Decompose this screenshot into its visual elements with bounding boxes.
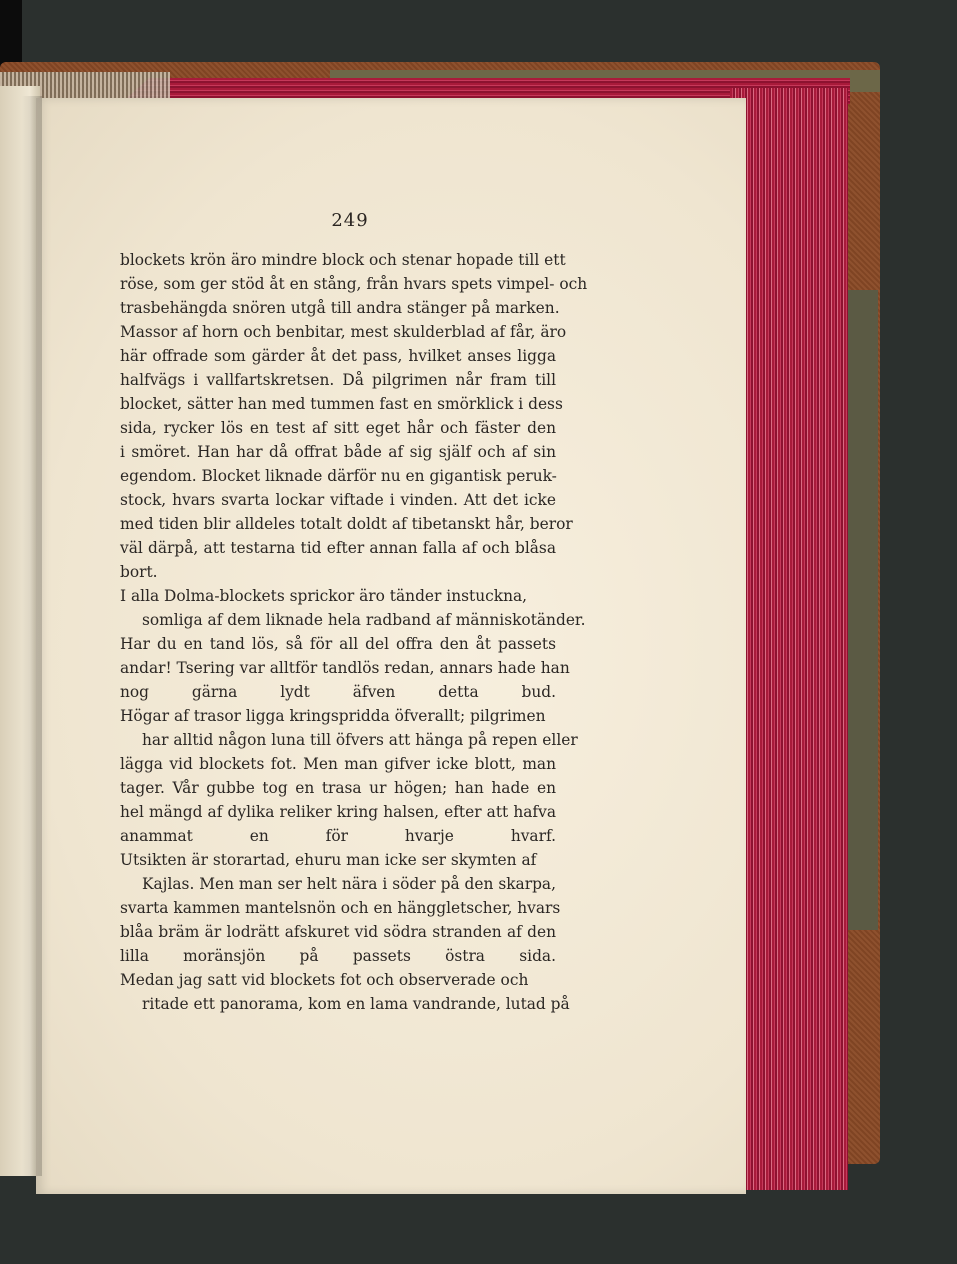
text-line: ritade ett panorama, kom en lama vandrande, lutad på	[142, 995, 570, 1013]
text-line: med tiden blir alldeles totalt doldt af tibetanskt hår, beror	[120, 515, 573, 533]
text-line: hel mängd af dylika reliker kring halsen, efter att hafva	[120, 803, 556, 821]
text-line: lägga vid blockets fot. Men man gifver icke blott, man	[120, 755, 556, 773]
text-line: trasbehängda snören utgå till andra stänger på marken.	[120, 299, 560, 317]
text-line: sida, rycker lös en test af sitt eget hår och fäster den	[120, 419, 556, 437]
text-line: här offrade som gärder åt det pass, hvilket anses ligga	[120, 347, 556, 365]
text-line: stock, hvars svarta lockar viftade i vinden. Att det icke	[120, 491, 556, 509]
text-line: Medan jag satt vid blockets fot och observerade och	[120, 971, 529, 989]
text-line: somliga af dem liknade hela radband af människotänder.	[142, 611, 586, 629]
text-line: blocket, sätter han med tummen fast en smörklick i dess	[120, 395, 563, 413]
text-line: svarta kammen mantelsnön och en hänggletscher, hvars	[120, 899, 561, 917]
text-line: I alla Dolma-blockets sprickor äro tänder instuckna,	[120, 587, 528, 605]
text-line: anammat en för hvarje hvarf.	[120, 827, 556, 845]
text-line: blåa bräm är lodrätt afskuret vid södra stranden af den	[120, 923, 556, 941]
text-line: Massor af horn och benbitar, mest skulderblad af får, äro	[120, 323, 567, 341]
page-edges-side	[730, 88, 848, 1190]
text-line: Utsikten är storartad, ehuru man icke ser skymten af	[120, 851, 537, 869]
text-line: Har du en tand lös, så för all del offra den åt passets	[120, 635, 556, 653]
text-line: egendom. Blocket liknade därför nu en gigantisk peruk-	[120, 467, 557, 485]
text-line: bort.	[120, 563, 158, 581]
text-line: röse, som ger stöd åt en stång, från hvars spets vimpel- och	[120, 275, 588, 293]
text-line: blockets krön äro mindre block och stenar hopade till ett	[120, 251, 566, 269]
text-line: har alltid någon luna till öfvers att hänga på repen eller	[142, 731, 578, 749]
text-line: andar! Tsering var alltför tandlös redan, annars hade han	[120, 659, 570, 677]
gutter-shadow	[22, 96, 42, 1176]
text-line: nog gärna lydt äfven detta bud.	[120, 683, 556, 701]
text-line: Kajlas. Men man ser helt nära i söder på den skarpa,	[142, 875, 556, 893]
background-corner	[0, 0, 22, 70]
cover-cloth-side	[848, 290, 878, 930]
page-number: 249	[331, 210, 369, 231]
text-line: lilla moränsjön på passets östra sida.	[120, 947, 556, 965]
text-line: Högar af trasor ligga kringspridda öfverallt; pilgrimen	[120, 707, 546, 725]
text-line: väl därpå, att testarna tid efter annan falla af och blåsa	[120, 539, 556, 557]
text-line: tager. Vår gubbe tog en trasa ur högen; han hade en	[120, 779, 556, 797]
text-line: halfvägs i vallfartskretsen. Då pilgrimen når fram till	[120, 371, 556, 389]
text-line: i smöret. Han har då offrat både af sig själf och af sin	[120, 443, 556, 461]
